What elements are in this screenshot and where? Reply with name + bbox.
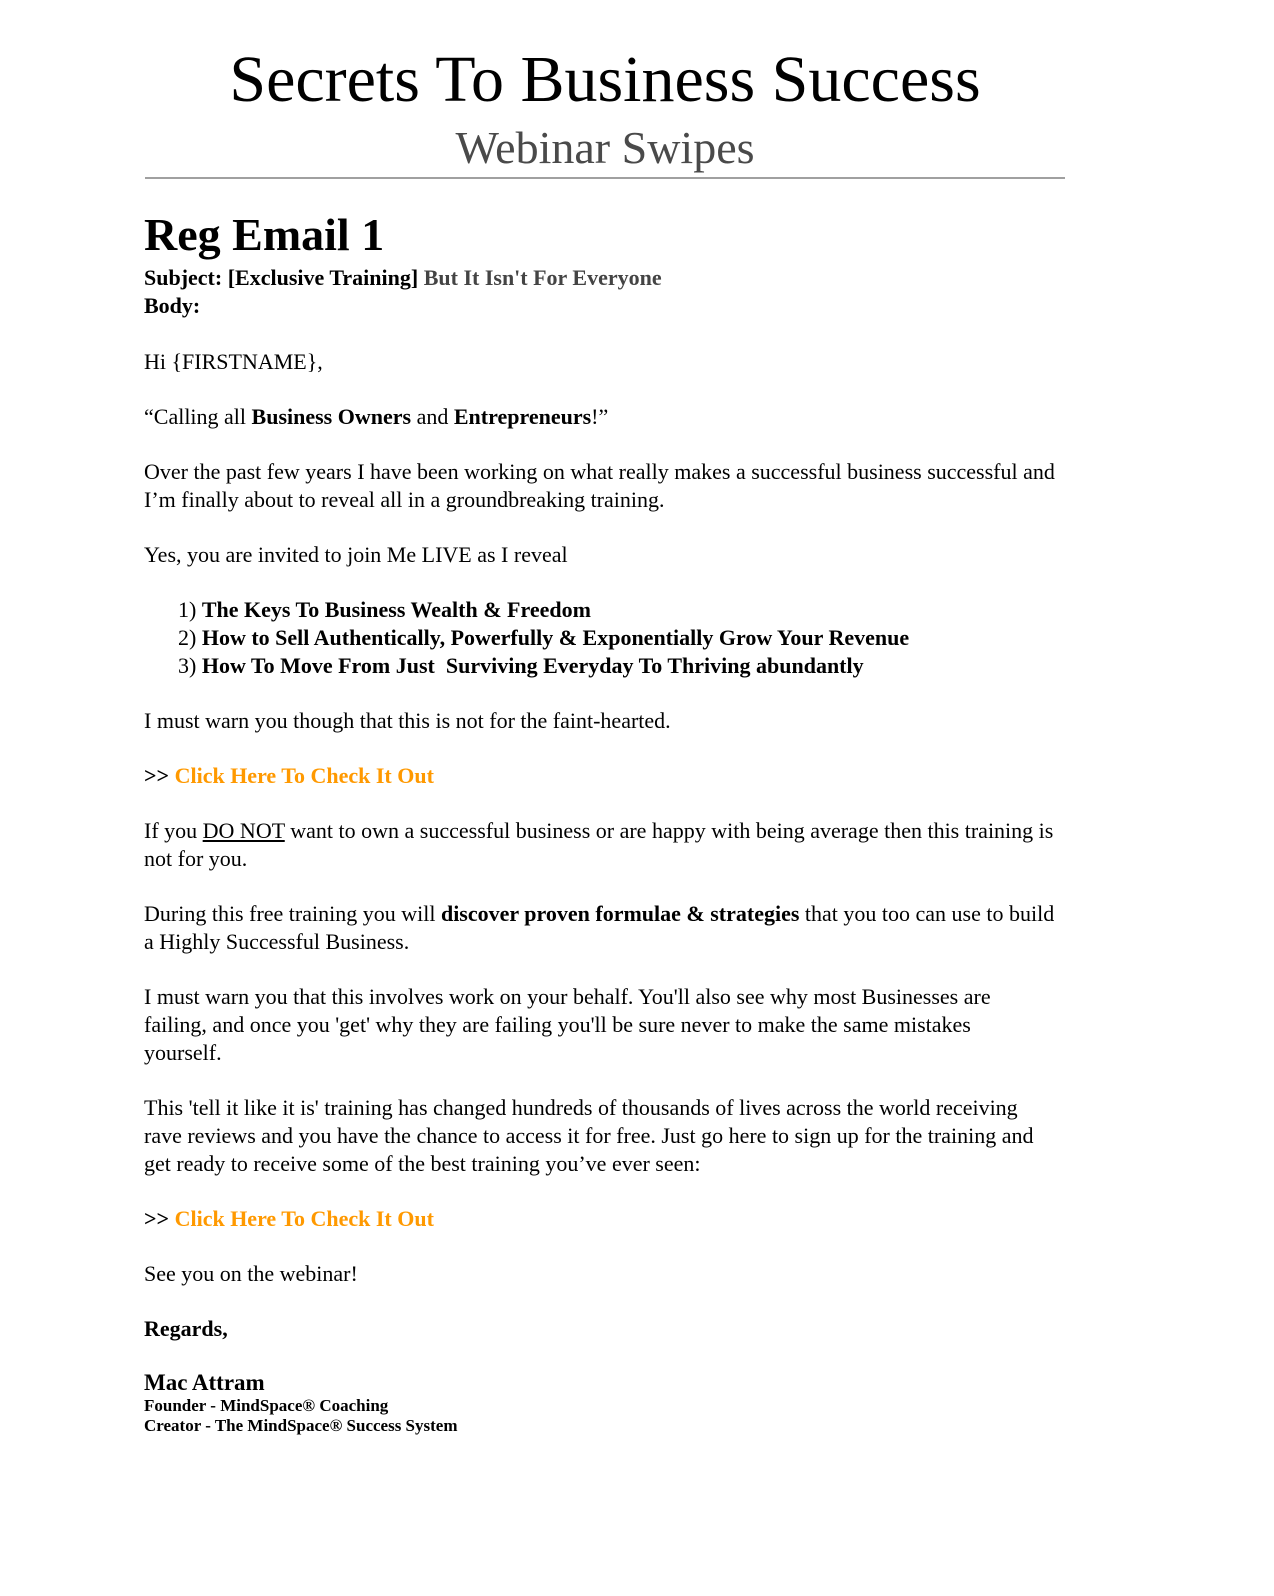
- see-you-paragraph: See you on the webinar!: [144, 1261, 358, 1286]
- subject-tag: [Exclusive Training]: [227, 265, 419, 290]
- document-subtitle: Webinar Swipes: [455, 122, 755, 173]
- calling-business-owners: Business Owners: [251, 404, 412, 429]
- intro-paragraph: Over the past few years I have been working on what really makes a successful business successful and I’m finally about to reveal all in a groundbreaking training.: [144, 459, 1055, 512]
- list-number: 2): [178, 625, 197, 650]
- calling-entrepreneurs: Entrepreneurs: [453, 404, 592, 429]
- cta-line-1: [144, 762, 1064, 790]
- cta-line-2: [144, 1205, 1064, 1233]
- list-number: 1): [178, 597, 197, 622]
- donot-post: want to own a successful business or are happy with being average then this training is not for you.: [144, 818, 1054, 871]
- signature: [144, 1370, 1064, 1436]
- donot-paragraph: [144, 817, 1064, 873]
- warning-paragraph: I must warn you though that this is not for the faint-hearted.: [144, 708, 671, 733]
- calling-paragraph: [144, 403, 1064, 431]
- calling-pre: “Calling all: [144, 404, 252, 429]
- greeting: Hi {FIRSTNAME},: [144, 349, 323, 374]
- cta-arrow: >>: [144, 1206, 170, 1231]
- document-title: Secrets To Business Success: [229, 43, 981, 116]
- subject-rest: But It Isn't For Everyone: [423, 265, 662, 290]
- donot-pre: If you: [144, 818, 203, 843]
- invite-paragraph: Yes, you are invited to join Me LIVE as I reveal: [144, 542, 568, 567]
- email-heading: Reg Email 1: [144, 209, 385, 260]
- signature-line-2: Creator - The MindSpace® Success System: [144, 1416, 458, 1435]
- during-bold: discover proven formulae & strategies: [440, 901, 800, 926]
- signature-line-1: Founder - MindSpace® Coaching: [144, 1396, 389, 1415]
- tell-paragraph: This 'tell it like it is' training has changed hundreds of thousands of lives across the world receiving rave reviews and you have the chance to access it for free. Just go here to sign up for the training and get ready to receive some of the best training you’ve ever seen:: [144, 1095, 1034, 1176]
- donot-underlined: DO NOT: [202, 818, 285, 843]
- header-divider: [145, 177, 1065, 179]
- during-post: that you too can use to build a Highly Successful Business.: [144, 901, 1055, 954]
- cta-arrow: >>: [144, 763, 170, 788]
- list-text: How To Move From Just Surviving Everyday To Thriving abundantly: [201, 653, 864, 678]
- calling-mid: and: [411, 404, 454, 429]
- list-item: [178, 596, 1064, 624]
- cta-link[interactable]: Click Here To Check It Out: [174, 763, 434, 788]
- document-header: [145, 40, 1065, 176]
- list-item: [178, 624, 1064, 652]
- body-label: Body:: [144, 293, 201, 318]
- calling-post: !”: [591, 404, 609, 429]
- during-paragraph: [144, 900, 1064, 956]
- subject-label: Subject:: [144, 265, 223, 290]
- email-content: [144, 206, 1064, 1436]
- reveal-list: [144, 596, 1064, 680]
- list-item: [178, 652, 1064, 680]
- work-warning-paragraph: I must warn you that this involves work on your behalf. You'll also see why most Businesses are failing, and once you 'get' why they are failing you'll be sure never to make the same mistakes yourself.: [144, 984, 991, 1065]
- signature-name: Mac Attram: [144, 1370, 265, 1395]
- during-pre: During this free training you will: [144, 901, 441, 926]
- list-text: The Keys To Business Wealth & Freedom: [201, 597, 591, 622]
- list-text: How to Sell Authentically, Powerfully & Exponentially Grow Your Revenue: [201, 625, 910, 650]
- cta-link[interactable]: Click Here To Check It Out: [174, 1206, 434, 1231]
- list-number: 3): [178, 653, 197, 678]
- email-subject: [144, 264, 1064, 292]
- regards: Regards,: [144, 1316, 228, 1341]
